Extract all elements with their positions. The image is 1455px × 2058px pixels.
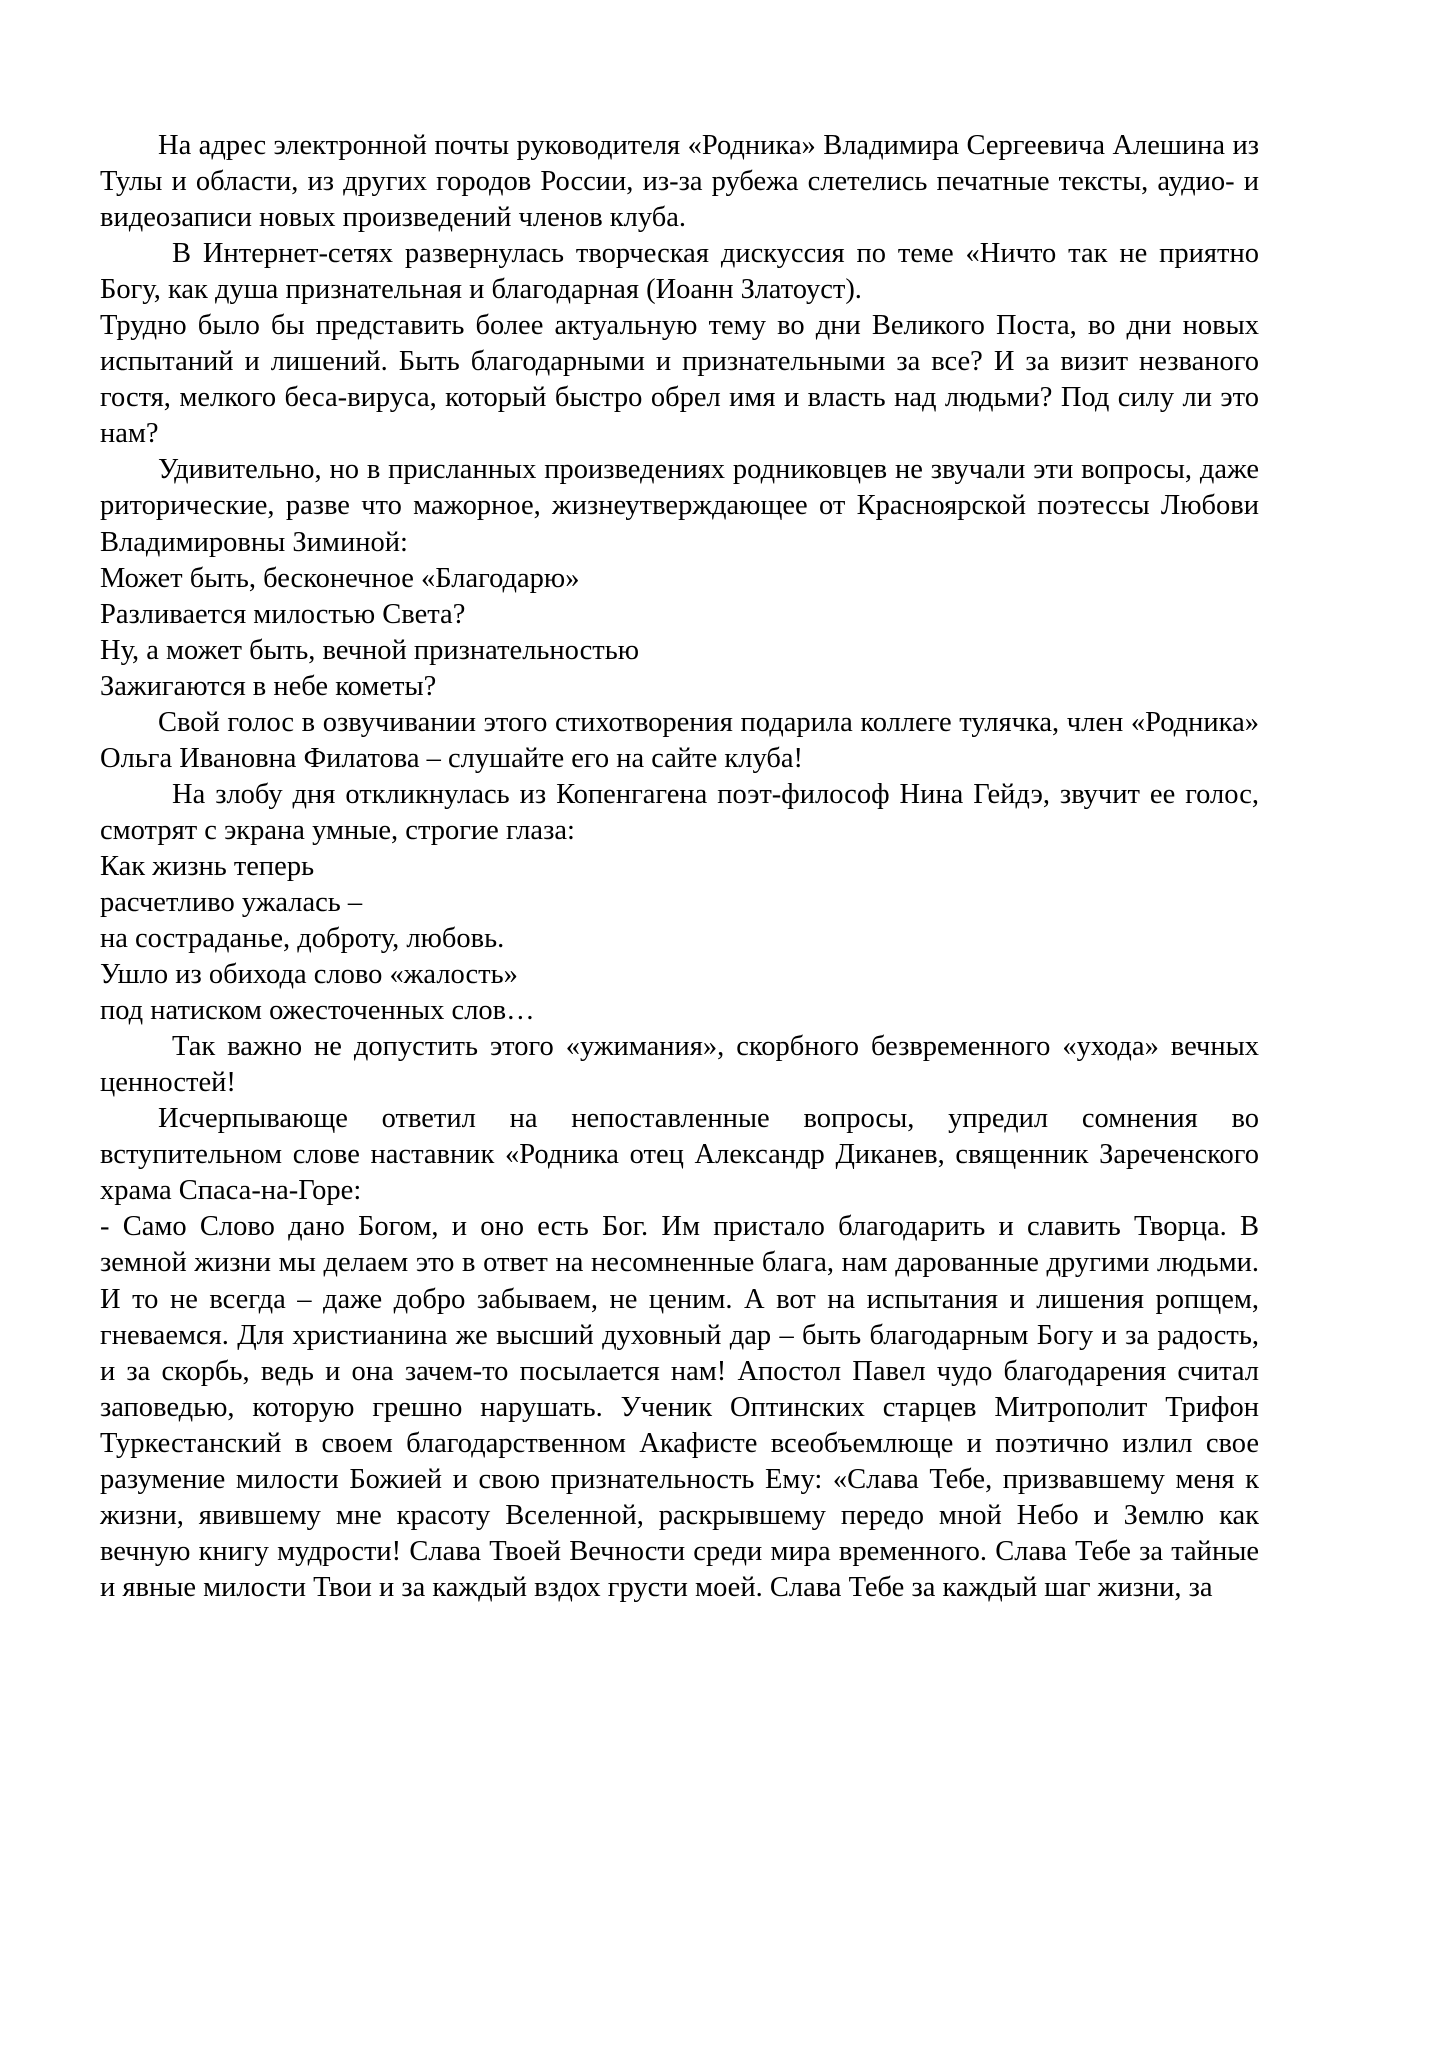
verse-line-zimina-4: Зажигаются в небе кометы? (100, 670, 437, 702)
paragraph-email-texts: На адрес электронной почты руководителя «Родника» Владимира Сергеевича Алешина из Тулы и области, из других городов России, из-за рубежа слетелись печатные тексты, аудио- и видеозаписи новых произведений членов клуба. (100, 130, 1259, 234)
verse-line-gejde-3: на состраданье, доброту, любовь. (100, 923, 505, 955)
paragraph-filatova-voice: Свой голос в озвучивании этого стихотворения подарила коллеге тулячка, член «Родника» Ольга Ивановна Филатова – слушайте его на сайте клуба! (100, 706, 1259, 774)
verse-line-zimina-3: Ну, а может быть, вечной признательностью (100, 634, 640, 666)
verse-line-zimina-2: Разливается милостью Света? (100, 598, 466, 630)
document-body (100, 128, 1259, 1606)
verse-line-gejde-4: Ушло из обихода слово «жалость» (100, 959, 518, 991)
paragraph-gejde-intro: На злобу дня откликнулась из Копенгагена поэт-философ Нина Гейдэ, звучит ее голос, смотрят с экрана умные, строгие глаза: (100, 778, 1259, 846)
paragraph-important-not-allow: Так важно не допустить этого «ужимания», скорбного безвременного «ухода» вечных ценностей! (100, 1031, 1259, 1099)
paragraph-surprisingly: Удивительно, но в присланных произведениях родниковцев не звучали эти вопросы, даже риторические, разве что мажорное, жизнеутверждающее от Красноярской поэтессы Любови Владимировны Зиминой: (100, 454, 1259, 558)
verse-line-zimina-1: Может быть, бесконечное «Благодарю» (100, 562, 580, 594)
paragraph-internet-discussion: В Интернет-сетях развернулась творческая дискуссия по теме «Ничто так не приятно Богу, как душа признательная и благодарная (Иоанн Златоуст). (100, 238, 1259, 306)
paragraph-dikanev-speech: - Само Слово дано Богом, и оно есть Бог. Им пристало благодарить и славить Творца. В земной жизни мы делаем это в ответ на несомненные блага, нам дарованные другими людьми. И то не всегда – даже добро забываем, не ценим. А вот на испытания и лишения ропщем, гневаемся. Для христианина же высший духовный дар – быть благодарным Богу и за радость, и за скорбь, ведь и она зачем-то посылается нам! Апостол Павел чудо благодарения считал заповедью, которую грешно нарушать. Ученик Оптинских старцев Митрополит Трифон Туркестанский в своем благодарственном Акафисте всеобъемлюще и поэтично излил свое разумение милости Божией и свою признательность Ему: «Слава Тебе, призвавшему меня к жизни, явившему мне красоту Вселенной, раскрывшему передо мной Небо и Землю как вечную книгу мудрости! Слава Твоей Вечности среди мира временного. Слава Тебе за тайные и явные милости Твои и за каждый вздох грусти моей. Слава Тебе за каждый шаг жизни, за (100, 1211, 1259, 1603)
paragraph-dikanev-intro: Исчерпывающе ответил на непоставленные вопросы, упредил сомнения во вступительном слове наставник «Родника отец Александр Диканев, священник Зареченского храма Спаса-на-Горе: (100, 1103, 1259, 1207)
verse-line-gejde-5: под натиском ожесточенных слов… (100, 995, 535, 1027)
verse-line-gejde-1: Как жизнь теперь (100, 850, 315, 882)
verse-line-gejde-2: расчетливо ужалась – (100, 886, 363, 918)
paragraph-lent-theme: Трудно было бы представить более актуальную тему во дни Великого Поста, во дни новых испытаний и лишений. Быть благодарными и признательными за все? И за визит незваного гостя, мелкого беса-вируса, который быстро обрел имя и власть над людьми? Под силу ли это нам? (100, 310, 1259, 450)
